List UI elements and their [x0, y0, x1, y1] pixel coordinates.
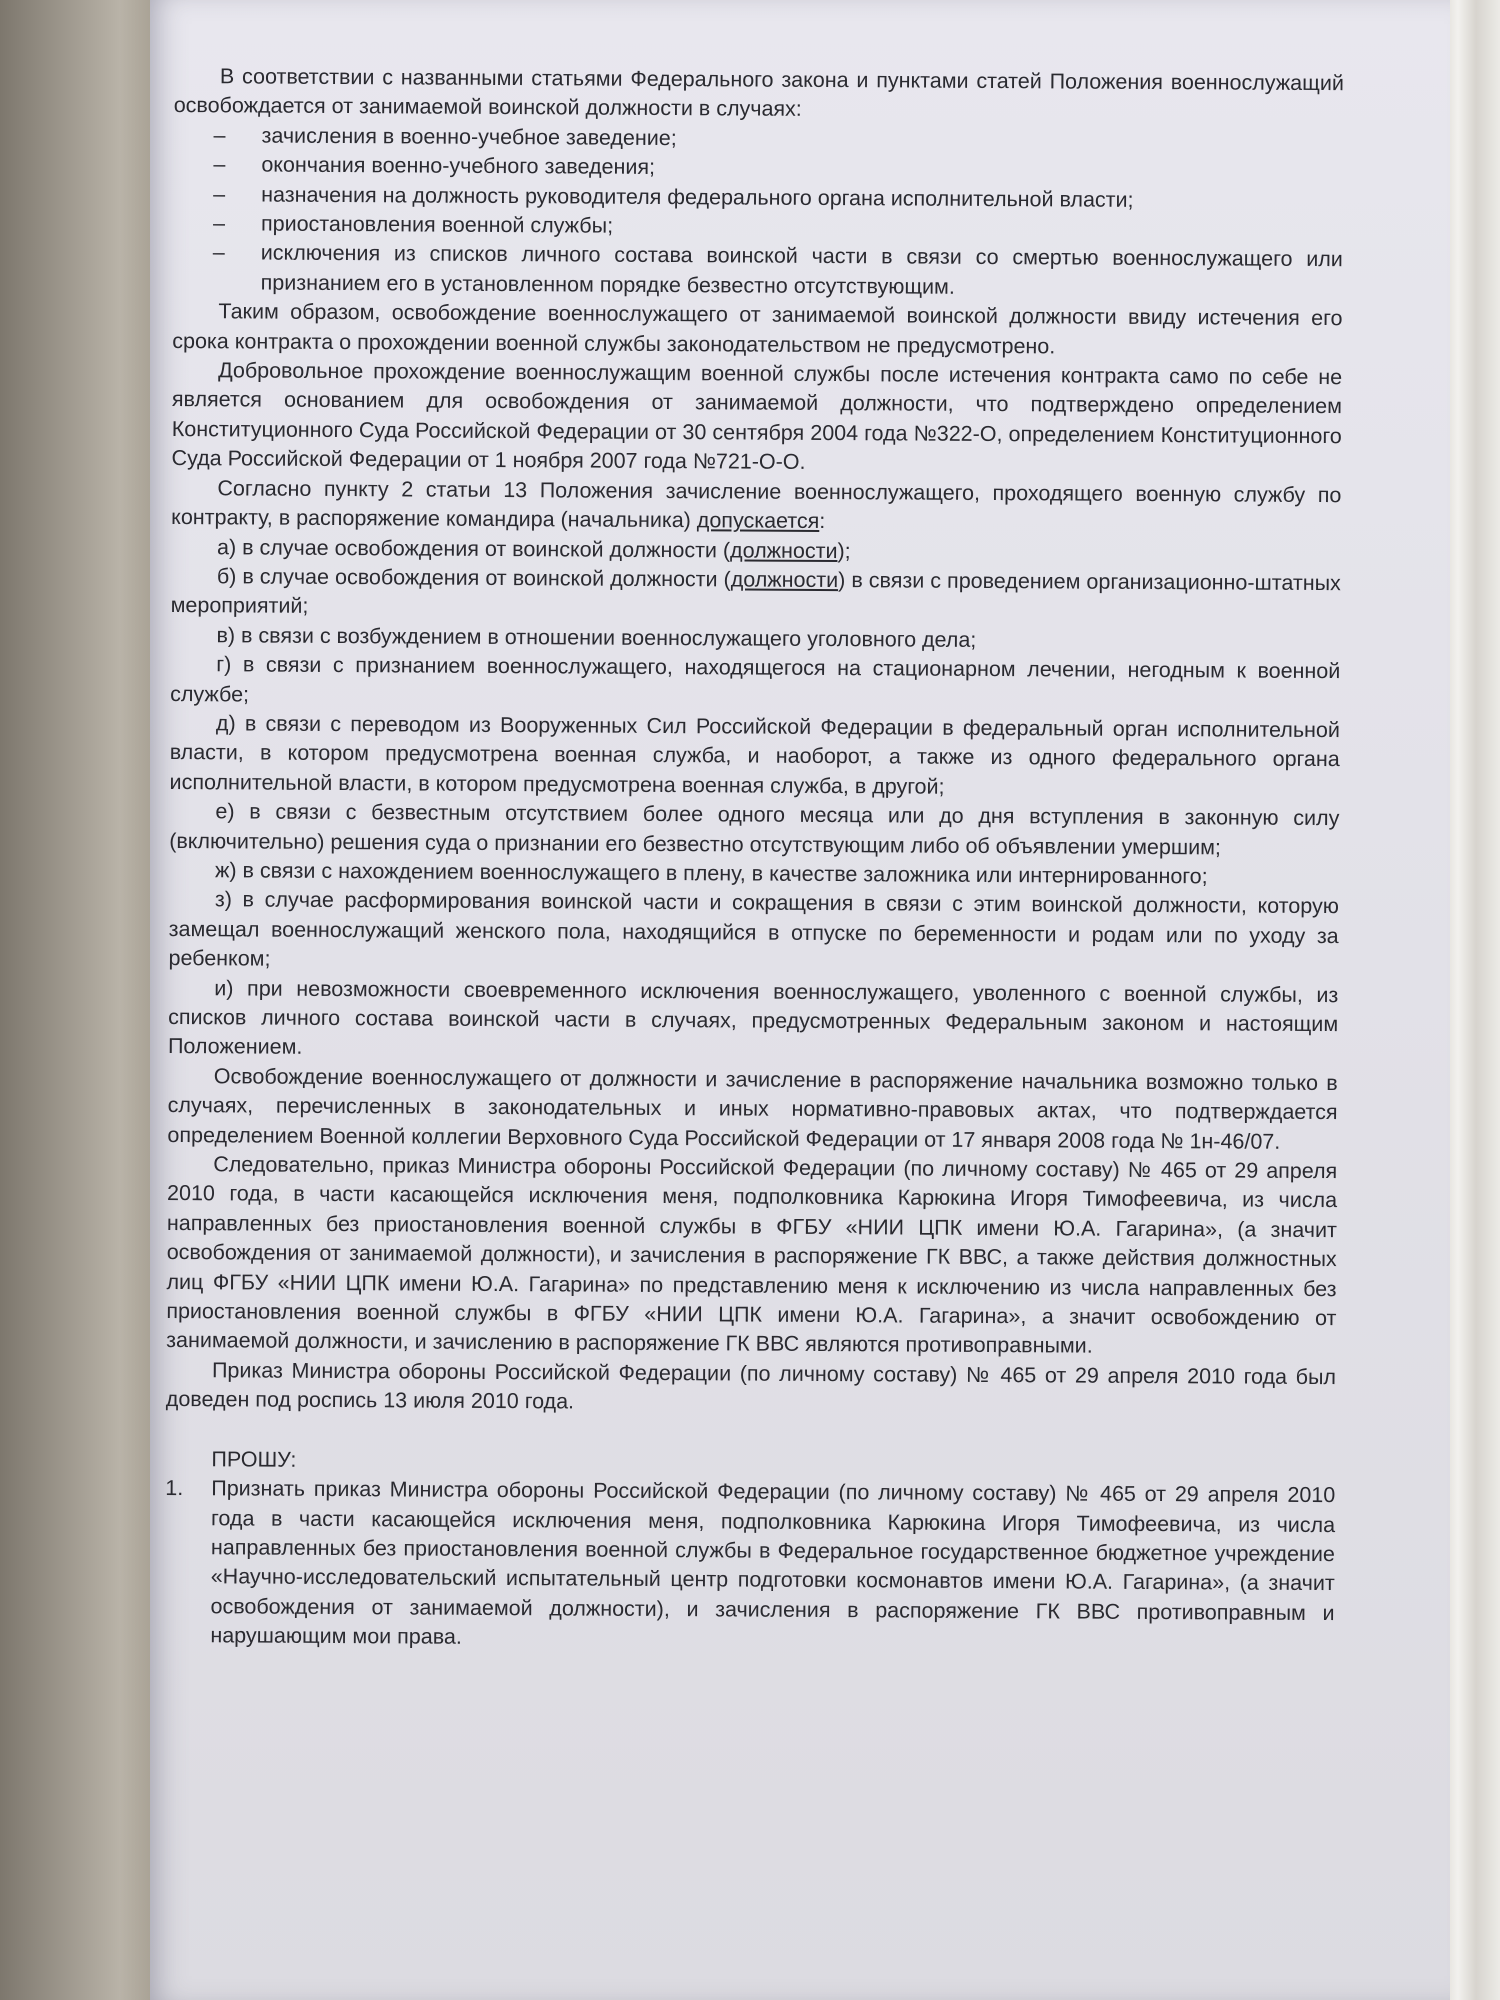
- clause-zh: ж) в связи с нахождением военнослужащего в плену, в качестве заложника или интернированного;: [214, 858, 1208, 889]
- underlined-word: допускается: [696, 508, 820, 534]
- clause-text: б) в случае освобождения от воинской должности (: [216, 564, 731, 592]
- paragraph-order-signed: Приказ Министра обороны Российской Федерации (по личному составу) № 465 от 29 апреля 2010 года был доведен под роспись 13 июля 2010 года.: [165, 1358, 1337, 1414]
- regulation-text: Согласно пункту 2 статьи 13 Положения зачисление военнослужащего, проходящего военную службу по контракту, в распоряжение командира (начальника): [171, 475, 1342, 533]
- list-item-text: окончания военно-учебного заведения;: [261, 152, 656, 180]
- list-item-text: исключения из списков личного состава воинской части в связи со смертью военнослужащего или признанием его в установленном порядке безвестно отсутствующим.: [260, 240, 1343, 299]
- regulation-end: :: [819, 509, 826, 534]
- list-item-text: приостановления военной службы;: [260, 211, 614, 238]
- clause-e: е) в связи с безвестным отсутствием более одного месяца или до дня вступления в законную силу (включительно) решения суда о признании его безвестно отсутствующим либо об объявлении умершим;: [169, 799, 1340, 859]
- list-item-text: назначения на должность руководителя федерального органа исполнительной власти;: [261, 182, 1134, 212]
- underlined-word: должности: [730, 567, 839, 592]
- dash-marker: –: [212, 240, 225, 265]
- paragraph-release: Освобождение военнослужащего от должности и зачисление в распоряжение начальника возможно только в случаях, перечисленных в законодательных и иных нормативно-правовых актах, что подтверждается определением Военной коллегии Верховного Суда Российской Федерации от 17 января 2008 года № 1н-46/07.: [167, 1064, 1338, 1154]
- request-heading: ПРОШУ:: [211, 1446, 297, 1472]
- dash-marker: –: [212, 211, 226, 236]
- dash-marker: –: [213, 181, 226, 206]
- request-number: 1.: [165, 1476, 184, 1501]
- request-item: [164, 1474, 1335, 1658]
- paragraph-regulation: [171, 474, 1341, 540]
- clause-g: г) в связи с признанием военнослужащего, находящегося на стационарном лечении, негодным к военной службе;: [170, 652, 1341, 707]
- underlined-word: должности: [730, 537, 838, 563]
- list-item-text: зачисления в военно-учебное заведение;: [261, 123, 677, 150]
- paragraph-voluntary-service: Добровольное прохождение военнослужащим военной службы после истечения контракта само по себе не является основанием для освобождения от занимаемой должности, что подтверждено определением Конституционного Суда Российской Федерации от 30 сентября 2004 года №322-О, определением Конституционного Суда Российской Федерации от 1 ноября 2007 года №721-О-О.: [171, 358, 1343, 475]
- dash-marker: –: [213, 123, 226, 148]
- clause-d: д) в связи с переводом из Вооруженных Сил Российской Федерации в федеральный орган исполнительной власти, в котором предусмотрена военная служба, и наоборот, а также из одного федерального органа исполнительной власти, в котором предусмотрена военная служба, в другой;: [169, 711, 1341, 799]
- dash-list: [173, 121, 1344, 305]
- clause-text: ) в связи с проведением организационно-штатных мероприятий;: [170, 567, 1341, 619]
- clause-b: [171, 562, 1341, 628]
- paragraph-conclusion: Таким образом, освобождение военнослужащего от занимаемой воинской должности ввиду истечения его срока контракта о прохождении военной службы законодательством не предусмотрено.: [172, 299, 1343, 359]
- clause-v: в) в связи с возбуждением в отношении военнослужащего уголовного дела;: [216, 622, 977, 652]
- dash-marker: –: [213, 152, 226, 177]
- paragraph-therefore: Следовательно, приказ Министра обороны Российской Федерации (по личному составу) № 465 от 29 апреля 2010 года, в части касающейся исключения меня, подполковника Карюкина Игоря Тимофеевича, из числа направленных без приостановления военной службы в ФГБУ «НИИ ЦПК имени Ю.А. Гагарина», (а значит освобождения от занимаемой должности), и зачисления в распоряжение ГК ВВС, а также действия должностных лиц ФГБУ «НИИ ЦПК имени Ю.А. Гагарина» по представлению меня к исключению из числа направленных без приостановления военной службы в ФГБУ «НИИ ЦПК имени Ю.А. Гагарина», а значит освобождению от занимаемой должности, и зачислению в распоряжение ГК ВВС являются противоправными.: [166, 1152, 1338, 1359]
- document-page: [150, 0, 1450, 2000]
- clause-text: );: [837, 538, 851, 563]
- list-item: [173, 238, 1343, 304]
- clause-text: а) в случае освобождения от воинской должности (: [216, 534, 731, 562]
- request-text: Признать приказ Министра обороны Российской Федерации (по личному составу) № 465 от 29 апреля 2010 года в части касающейся исключения меня, подполковника Карюкина Игоря Тимофеевича, из числа направленных без приостановления военной службы в Федеральное государственное бюджетное учреждение «Научно-исследовательский испытательный центр подготовки космонавтов имени Ю.А. Гагарина», (а значит освобождения от занимаемой должности), и зачисления в распоряжение ГК ВВС противоправным и нарушающим мои права.: [210, 1476, 1336, 1649]
- paragraph-intro: В соответствии с названными статьями Федерального закона и пунктами статей Положения военнослужащий освобождается от занимаемой воинской должности в случаях:: [173, 64, 1344, 122]
- clause-i: и) при невозможности своевременного исключения военнослужащего, уволенного с военной службы, из списков личного состава воинской части в случаях, предусмотренных Федеральным законом и настоящим Положением.: [167, 975, 1339, 1060]
- clause-z: з) в случае расформирования воинской части и сокращения в связи с этим воинской должности, которую замещал военнослужащий женского пола, находящийся в отпуске по беременности и родам или по уходу за ребенком;: [168, 887, 1339, 971]
- document-body: [164, 62, 1344, 1658]
